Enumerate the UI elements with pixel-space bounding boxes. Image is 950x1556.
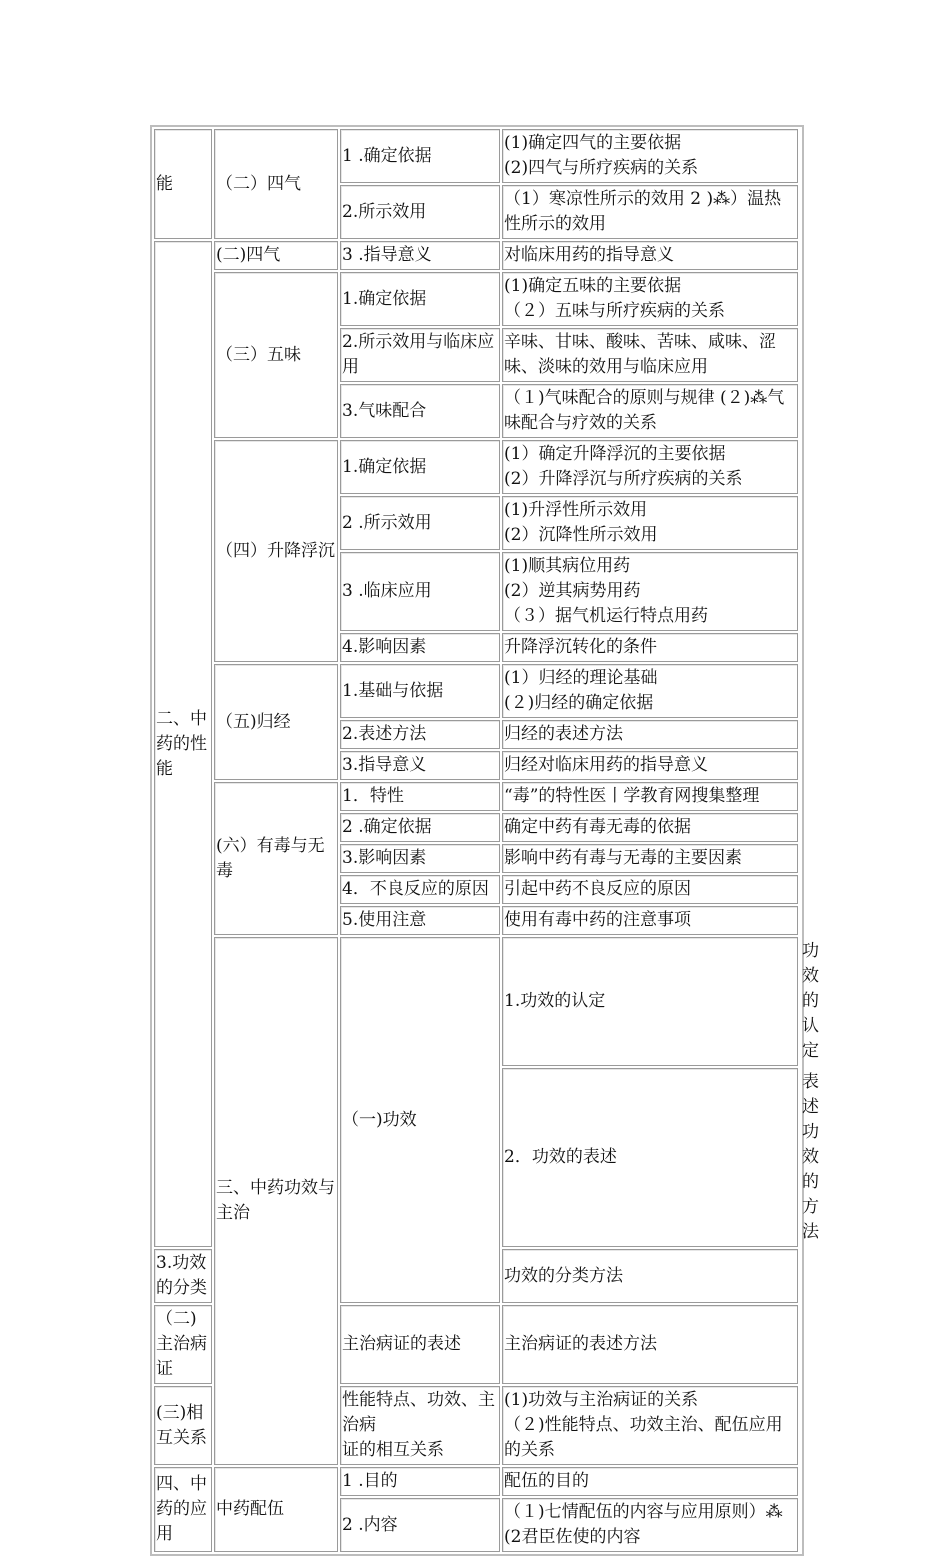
- point-cell: 3 .指导意义: [340, 241, 500, 270]
- content-cell: （1）寒凉性所示的效用 2 )⁂）温热性所示的效用: [502, 185, 798, 239]
- point-cell: 3 .临床应用: [340, 552, 500, 631]
- point-cell: 1.确定依据: [340, 440, 500, 494]
- table-row: [154, 272, 800, 326]
- content-line: (2)四气与所疗疾病的关系: [504, 158, 699, 178]
- content-cell: [502, 496, 798, 550]
- unit-cell: 四、中药的应用: [154, 1467, 212, 1552]
- content-cell: 主治病证的表述方法: [502, 1305, 798, 1384]
- content-cell: [502, 552, 798, 631]
- point-cell: 4.影响因素: [340, 633, 500, 662]
- point-cell: 主治病证的表述: [340, 1305, 500, 1384]
- point-cell: 1.功效的认定: [502, 937, 798, 1066]
- section-cell: （二)主治病证: [154, 1305, 212, 1384]
- table-row: [154, 782, 800, 811]
- section-cell: （三）五味: [214, 272, 338, 438]
- content-cell: 影响中药有毒与无毒的主要因素: [502, 844, 798, 873]
- point-cell: 3.影响因素: [340, 844, 500, 873]
- point-cell: 5.使用注意: [340, 906, 500, 935]
- section-cell: 中药配伍: [214, 1467, 338, 1552]
- content-cell: 功效的分类方法: [502, 1249, 798, 1303]
- point-cell: 3.指导意义: [340, 751, 500, 780]
- point-cell: 3.气味配合: [340, 384, 500, 438]
- table-row: [154, 129, 800, 183]
- content-line: (1)功效与主治病证的关系: [504, 1390, 699, 1410]
- content-line: （３）据气机运行特点用药: [504, 606, 708, 626]
- point-cell: 2.所示效用与临床应用: [340, 328, 500, 382]
- content-cell: 引起中药不良反应的原因: [502, 875, 798, 904]
- point-cell: 2 .确定依据: [340, 813, 500, 842]
- content-line: (1)顺其病位用药: [504, 556, 631, 576]
- table-row: 2．功效的表述 表述功效的方法: [154, 1068, 800, 1247]
- point-cell: 2 .所示效用: [340, 496, 500, 550]
- unit-cell: 二、中药的性能: [154, 241, 212, 1247]
- content-cell: [502, 664, 798, 718]
- content-line: (1）归经的理论基础: [504, 668, 658, 688]
- table-row: [154, 664, 800, 718]
- point-cell: 1.基础与依据: [340, 664, 500, 718]
- table-row: [154, 1467, 800, 1496]
- content-cell: 归经对临床用药的指导意义: [502, 751, 798, 780]
- content-cell: “毒”的特性医丨学教育网搜集整理: [502, 782, 798, 811]
- content-cell: 配伍的目的: [502, 1467, 798, 1496]
- point-cell: 2 .内容: [340, 1498, 500, 1552]
- point-cell: [340, 1386, 500, 1465]
- content-line: (２)归经的确定依据: [504, 693, 654, 713]
- section-cell: (三)相互关系: [154, 1386, 212, 1465]
- table-row: [154, 241, 800, 270]
- content-cell: 升降浮沉转化的条件: [502, 633, 798, 662]
- point-cell: 1.确定依据: [340, 272, 500, 326]
- content-cell: [502, 1386, 798, 1465]
- content-cell: 归经的表述方法: [502, 720, 798, 749]
- content-line: (2）沉降性所示效用: [504, 525, 658, 545]
- content-cell: 使用有毒中药的注意事项: [502, 906, 798, 935]
- content-line: (1）确定升降浮沉的主要依据: [504, 444, 726, 464]
- content-cell: [502, 272, 798, 326]
- content-cell: 辛味、甘味、酸味、苦味、咸味、涩味、淡味的效用与临床应用: [502, 328, 798, 382]
- table-row: 三、中药功效与主治 （一)功效 1.功效的认定 功效的认定: [154, 937, 800, 1066]
- syllabus-table: [150, 125, 819, 1556]
- point-cell: 1 .确定依据: [340, 129, 500, 183]
- content-line: (2）升降浮沉与所疗疾病的关系: [504, 469, 743, 489]
- content-line: （２)性能特点、功效主治、配伍应用的关系: [504, 1415, 783, 1460]
- content-line: (1)升浮性所示效用: [504, 500, 648, 520]
- content-line: （１)七情配伍的内容与应用原则）⁂: [504, 1502, 783, 1522]
- content-cell: 确定中药有毒无毒的依据: [502, 813, 798, 842]
- point-cell: 1．特性: [340, 782, 500, 811]
- point-cell: 2.表述方法: [340, 720, 500, 749]
- section-cell: （五)归经: [214, 664, 338, 780]
- content-cell: [502, 440, 798, 494]
- unit-cell: 能: [154, 129, 212, 239]
- point-cell: 2．功效的表述: [502, 1068, 798, 1247]
- unit-cell: 三、中药功效与主治: [214, 937, 338, 1465]
- content-line: (2君臣佐使的内容: [504, 1527, 641, 1547]
- content-line: (1)确定五味的主要依据: [504, 276, 682, 296]
- point-cell: 4．不良反应的原因: [340, 875, 500, 904]
- point-line: 性能特点、功效、主治病: [342, 1390, 495, 1435]
- content-cell: [502, 129, 798, 183]
- content-cell: [502, 1498, 798, 1552]
- section-cell: （二）四气: [214, 129, 338, 239]
- point-cell: 2.所示效用: [340, 185, 500, 239]
- content-line: (2）逆其病势用药: [504, 581, 641, 601]
- content-line: (1)确定四气的主要依据: [504, 133, 682, 153]
- point-line: 证的相互关系: [342, 1440, 444, 1460]
- section-cell: （一)功效: [340, 937, 500, 1303]
- table-row: [154, 440, 800, 494]
- section-cell: （四）升降浮沉: [214, 440, 338, 662]
- section-cell: (六）有毒与无毒: [214, 782, 338, 935]
- section-cell: (二)四气: [214, 241, 338, 270]
- point-cell: 3.功效的分类: [154, 1249, 212, 1303]
- content-line: （２）五味与所疗疾病的关系: [504, 301, 725, 321]
- content-cell: （１)气味配合的原则与规律 (２)⁂气味配合与疗效的关系: [502, 384, 798, 438]
- point-cell: 1 .目的: [340, 1467, 500, 1496]
- content-cell: 对临床用药的指导意义: [502, 241, 798, 270]
